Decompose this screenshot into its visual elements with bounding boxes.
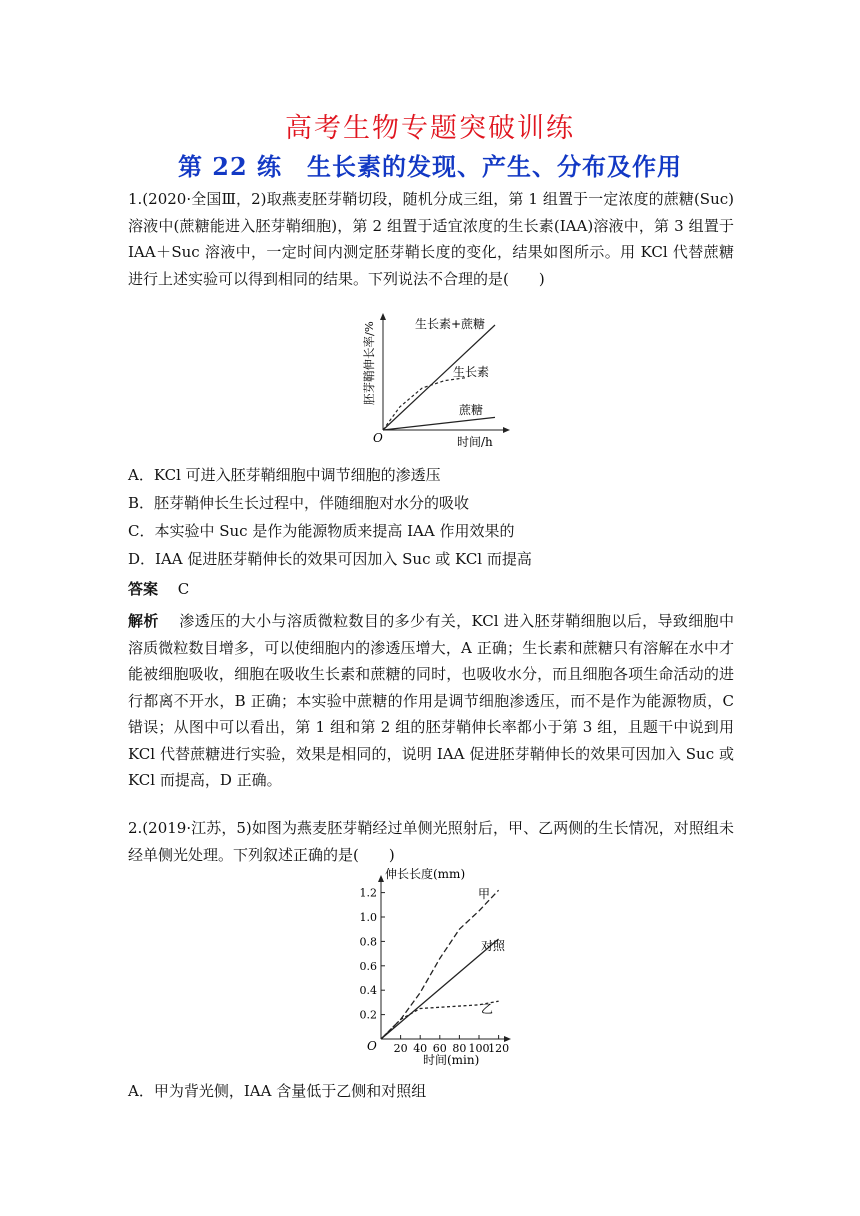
series-label-1: 对照 (481, 939, 506, 953)
y-tick-label-1: 0.4 (359, 984, 377, 998)
x-axis-arrow (503, 427, 510, 433)
q1-option-b: B．胚芽鞘伸长生长过程中，伴随细胞对水分的吸收 (128, 494, 470, 512)
analysis-label: 解析 (128, 612, 159, 630)
series-label-2: 蔗糖 (459, 403, 484, 417)
q1-option-c: C．本实验中 Suc 是作为能源物质来提高 IAA 作用效果的 (128, 522, 515, 540)
x-tick-label-3: 80 (452, 1042, 467, 1055)
x-tick-label-5: 120 (488, 1042, 510, 1055)
answer-label: 答案 (128, 580, 159, 598)
series-label-1: 生长素 (453, 365, 490, 379)
y-axis-arrow (378, 875, 384, 882)
series-line-1 (381, 939, 499, 1039)
analysis-text: 渗透压的大小与溶质微粒数目的多少有关，KCl 进入胚芽鞘细胞以后，导致细胞中溶质微粒数目增多，可以使细胞内的渗透压增大，A 正确；生长素和蔗糖只有溶解在水中才能被细胞吸收，细胞在吸收生长素和蔗糖的同时，也吸收水分，而且细胞各项生命活动的进行都离不开水，B 正确；本实验中蔗糖的作用是调节细胞渗透压，而不是作为能源物质，C 错误；从图中可以看出，第 1 组和第 2 组的胚芽鞘伸长率都小于第 3 组，且题干中说到用 KCl 代替蔗糖进行实验，效果是相同的，说明 IAA 促进胚芽鞘伸长的效果可因加入 Suc 或 KCl 而提高，D 正确。 (128, 612, 734, 789)
y-tick-label-0: 0.2 (359, 1008, 377, 1022)
y-tick-label-5: 1.2 (359, 886, 377, 900)
y-axis-label: 伸长长度(mm) (385, 868, 466, 881)
y-tick-label-2: 0.6 (359, 959, 377, 973)
q1-option-d: D．IAA 促进胚芽鞘伸长的效果可因加入 Suc 或 KCl 而提高 (128, 550, 532, 568)
y-axis-arrow (380, 313, 386, 320)
q1-answer (128, 576, 189, 602)
x-axis-label: 时间/h (457, 435, 493, 449)
series-line-2 (383, 417, 495, 430)
chart-1 (355, 310, 515, 450)
x-tick-label-0: 20 (393, 1042, 408, 1055)
y-tick-label-3: 0.8 (359, 935, 377, 949)
x-axis-label: 时间(min) (423, 1053, 480, 1067)
q2-stem: 2.(2019·江苏，5)如图为燕麦胚芽鞘经过单侧光照射后，甲、乙两侧的生长情况，对照组未经单侧光处理。下列叙述正确的是( ) (128, 819, 734, 864)
chart-2 (345, 868, 520, 1068)
series-label-2: 乙 (481, 1002, 494, 1016)
q1-option-a: A．KCl 可进入胚芽鞘细胞中调节细胞的渗透压 (128, 466, 441, 484)
series-label-0: 生长素+蔗糖 (415, 317, 486, 331)
series-line-0 (381, 890, 499, 1039)
q1-stem: 1.(2020·全国Ⅲ，2)取燕麦胚芽鞘切段，随机分成三组，第 1 组置于一定浓度的蔗糖(Suc)溶液中(蔗糖能进入胚芽鞘细胞)，第 2 组置于适宜浓度的生长素(IAA)溶液中，第 3 组置于 IAA＋Suc 溶液中，一定时间内测定胚芽鞘长度的变化，结果如图所示。用 KCl 代替蔗糖进行上述实验可以得到相同的结果。下列说法不合理的是( ) (128, 190, 734, 288)
x-tick-label-4: 100 (468, 1042, 490, 1055)
y-tick-label-4: 1.0 (359, 911, 377, 924)
document-subtitle: 第 22 练 生长素的发现、产生、分布及作用 (177, 152, 683, 181)
document-title: 高考生物专题突破训练 (285, 113, 575, 144)
origin-label: O (367, 1039, 377, 1053)
origin-label: O (373, 431, 383, 445)
q1-analysis (128, 608, 734, 794)
y-axis-label: 胚芽鞘伸长率/% (362, 321, 376, 405)
x-tick-label-1: 40 (413, 1042, 428, 1055)
q2-option-a: A．甲为背光侧，IAA 含量低于乙侧和对照组 (128, 1082, 427, 1100)
x-tick-label-2: 60 (432, 1042, 447, 1055)
answer-value: C (177, 580, 190, 598)
series-label-0: 甲 (478, 887, 491, 901)
